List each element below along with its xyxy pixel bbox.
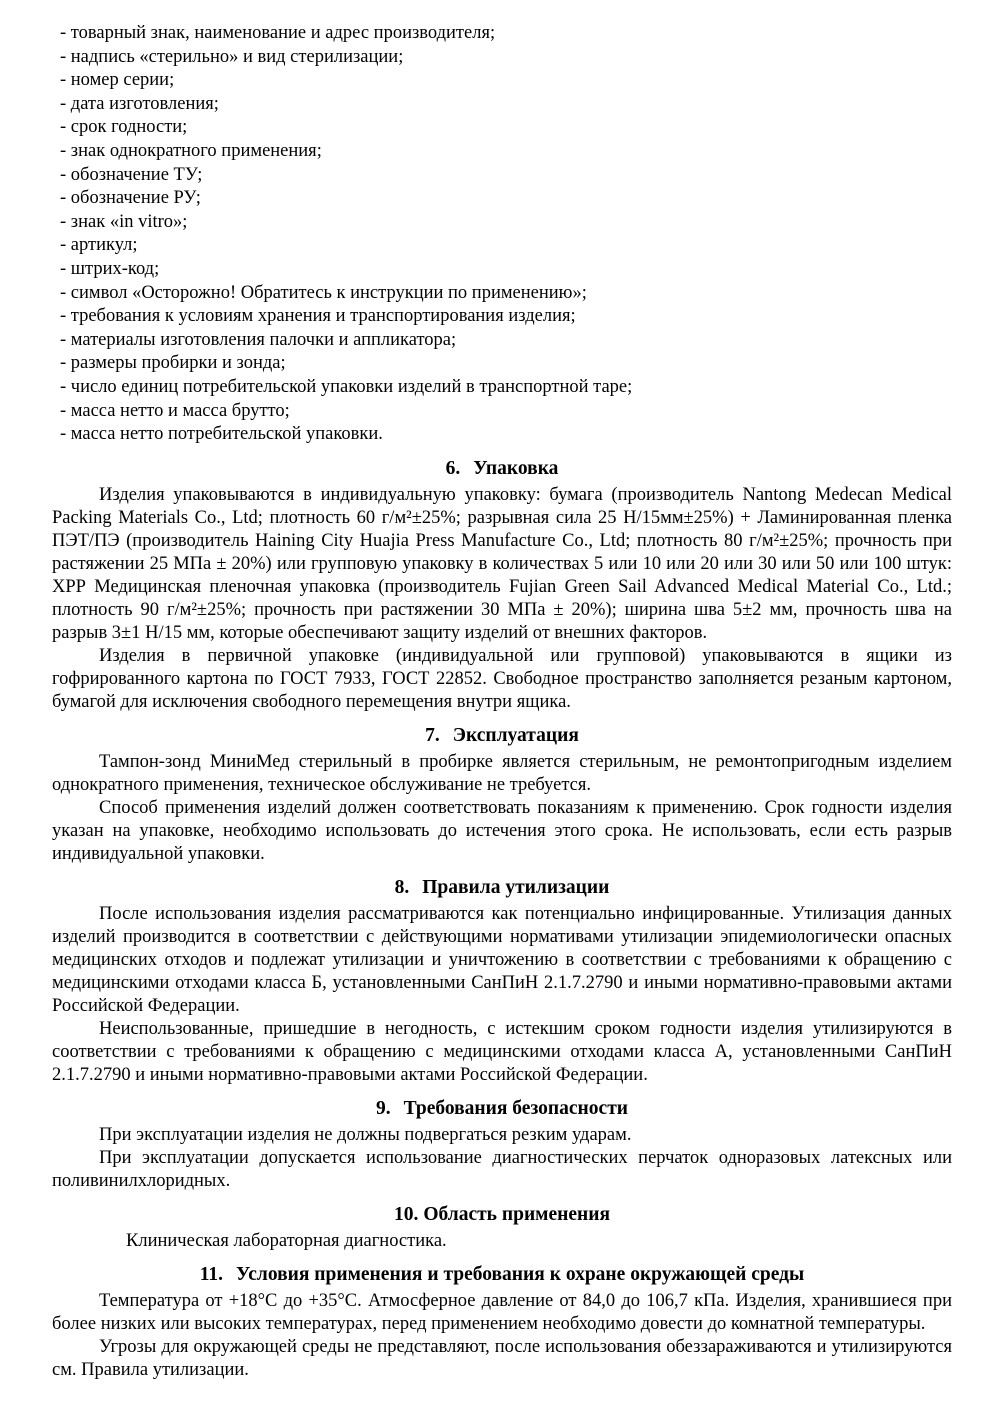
- paragraph: При эксплуатации изделия не должны подвергаться резким ударам.: [99, 1124, 632, 1145]
- list-item: - материалы изготовления палочки и аппликатора;: [60, 329, 457, 350]
- list-item: - штрих-код;: [60, 258, 160, 279]
- section-number: 7.: [425, 724, 440, 746]
- section-8: [52, 876, 952, 1087]
- section-title: Упаковка: [473, 457, 559, 479]
- section-6: [52, 457, 952, 714]
- section-number: 9.: [375, 1097, 391, 1119]
- list-item: - товарный знак, наименование и адрес производителя;: [60, 23, 496, 43]
- section-number: 10.: [393, 1203, 419, 1225]
- section-11: [52, 1263, 952, 1382]
- list-item: - дата изготовления;: [60, 93, 219, 114]
- paragraph: Изделия упаковываются в индивидуальную упаковку: бумага (производитель Nantong Medecan Medical Packing Materials Co., Ltd; плотность 60 г/м²±25%; разрывная сила 25 Н/15мм±25%) + Ламинированная пленка ПЭТ/ПЭ (производитель Haining City Huajia Press Manufacture Co., Ltd; плотность 80 г/м²±25%; прочность при растяжении 25 МПа ± 20%) или групповую упаковку в количествах 5 или 10 или 20 или 30 или 50 или 100 штук: ХРР Медицинская пленочная упаковка (производитель Fujian Green Sail Advanced Medical Material Co., Ltd.; плотность 90 г/м²±25%; прочность при растяжении 30 МПа ± 20%); ширина шва 5±2 мм, прочность шва на разрыв 3±1 Н/15 мм, которые обеспечивают защиту изделий от внешних факторов.: [52, 484, 952, 643]
- list-item: - число единиц потребительской упаковки изделий в транспортной таре;: [60, 376, 633, 397]
- section-heading: [52, 1097, 952, 1121]
- list-item: - размеры пробирки и зонда;: [60, 353, 286, 374]
- section-10: [52, 1203, 952, 1253]
- list-item: - масса нетто потребительской упаковки.: [60, 424, 383, 445]
- list-item: - масса нетто и масса брутто;: [60, 400, 290, 421]
- paragraph: Температура от +18°С до +35°С. Атмосферное давление от 84,0 до 106,7 кПа. Изделия, хранившиеся при более низких или высоких температурах, перед применением необходимо довести до комнатной температуры.: [52, 1290, 952, 1334]
- list-item: - знак однократного применения;: [60, 140, 322, 161]
- paragraph: Тампон-зонд МиниМед стерильный в пробирке является стерильным, не ремонтопригодным изделием однократного применения, техническое обслуживание не требуется.: [52, 751, 952, 795]
- list-item: - обозначение РУ;: [60, 188, 201, 209]
- section-heading: [52, 457, 952, 481]
- section-number: 11.: [199, 1263, 224, 1285]
- section-heading: [52, 1263, 952, 1287]
- section-heading: [52, 724, 952, 748]
- list-item: - символ «Осторожно! Обратитесь к инструкции по применению»;: [60, 282, 587, 303]
- section-heading: [52, 1203, 952, 1227]
- list-item: - срок годности;: [60, 117, 188, 138]
- section-title: Правила утилизации: [422, 876, 610, 898]
- list-item: - артикул;: [60, 235, 138, 256]
- section-title: Требования безопасности: [403, 1097, 629, 1119]
- paragraph: Угрозы для окружающей среды не представляют, после использования обеззараживаются и утилизируются см. Правила утилизации.: [52, 1336, 952, 1380]
- section-title: Область применения: [423, 1203, 611, 1225]
- list-item: - надпись «стерильно» и вид стерилизации;: [60, 46, 404, 67]
- list-item: - номер серии;: [60, 70, 175, 91]
- marking-requirements-list: [60, 22, 952, 447]
- list-item: - знак «in vitro»;: [60, 211, 188, 232]
- section-9: [52, 1097, 952, 1193]
- list-item: - обозначение ТУ;: [60, 164, 203, 185]
- section-title: Эксплуатация: [452, 724, 579, 746]
- list-item: - требования к условиям хранения и транспортирования изделия;: [60, 306, 576, 327]
- paragraph: При эксплуатации допускается использование диагностических перчаток одноразовых латексных или поливинилхлоридных.: [52, 1147, 952, 1191]
- section-number: 6.: [445, 457, 461, 479]
- paragraph: Изделия в первичной упаковке (индивидуальной или групповой) упаковываются в ящики из гофрированного картона по ГОСТ 7933, ГОСТ 22852. Свободное пространство заполняется резаным картоном, бумагой для исключения свободного перемещения внутри ящика.: [52, 645, 952, 712]
- section-number: 8.: [394, 876, 410, 898]
- paragraph: Клиническая лабораторная диагностика.: [126, 1230, 447, 1251]
- paragraph: Неиспользованные, пришедшие в негодность, с истекшим сроком годности изделия утилизируются в соответствии с требованиями к обращению с медицинскими отходами класса А, установленными СанПиН 2.1.7.2790 и иными нормативно-правовыми актами Российской Федерации.: [52, 1018, 952, 1085]
- paragraph: Способ применения изделий должен соответствовать показаниям к применению. Срок годности изделия указан на упаковке, необходимо использовать до истечения этого срока. Не использовать, если есть разрыв индивидуальной упаковки.: [52, 797, 952, 864]
- section-heading: [52, 876, 952, 900]
- section-7: [52, 724, 952, 866]
- document-sections: [52, 457, 952, 1382]
- section-title: Условия применения и требования к охране окружающей среды: [236, 1263, 805, 1285]
- paragraph: После использования изделия рассматриваются как потенциально инфицированные. Утилизация данных изделий производится в соответствии с действующими нормативами утилизации эпидемиологически опасных медицинских отходов и подлежат утилизации и уничтожению в соответствии с требованиями к обращению с медицинскими отходами класса Б, установленными СанПиН 2.1.7.2790 и иными нормативно-правовыми актами Российской Федерации.: [52, 903, 952, 1016]
